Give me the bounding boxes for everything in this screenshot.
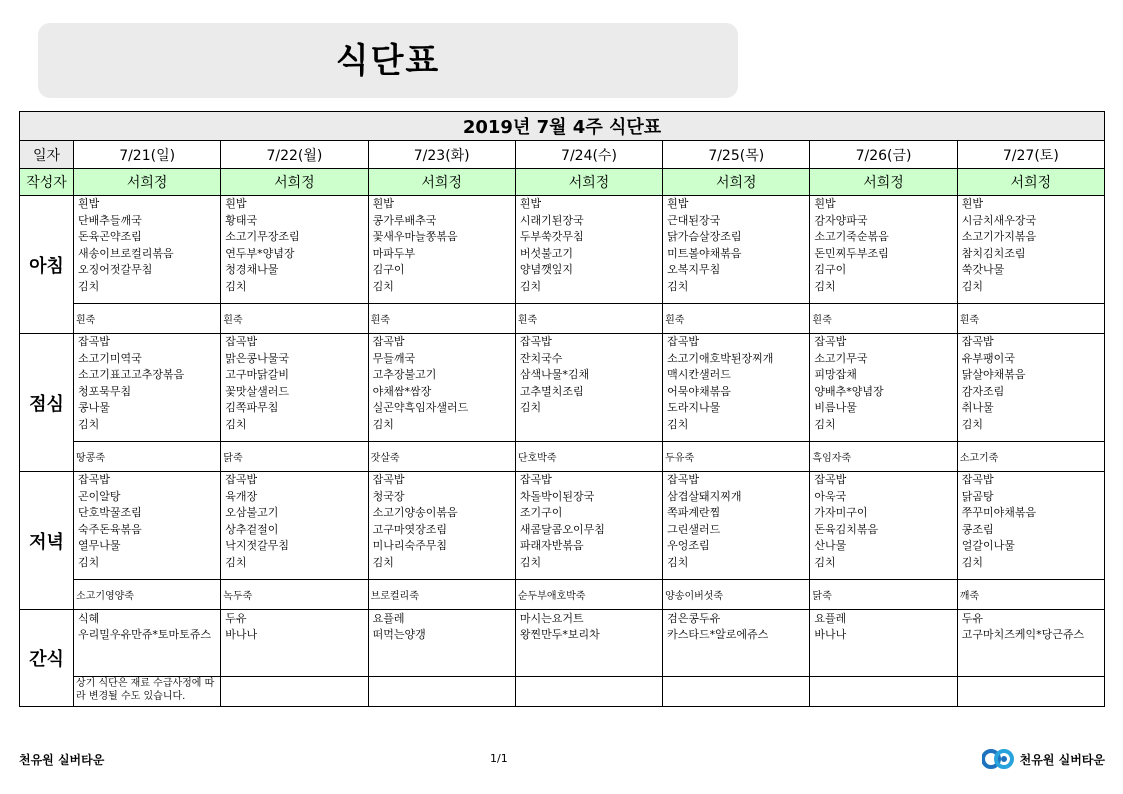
menu-item: 잡곡밥 <box>372 473 405 486</box>
menu-cell <box>957 196 1104 304</box>
day-date: 7/25(목) <box>663 141 810 169</box>
menu-item: 그린샐러드 <box>667 522 721 536</box>
menu-item: 곤이알탕 <box>78 489 121 503</box>
menu-item: 연두부*양념장 <box>225 246 295 260</box>
menu-item: 양배추*양념장 <box>814 384 884 398</box>
porridge-cell: 단호박죽 <box>515 442 662 472</box>
menu-item: 김치 <box>667 279 689 293</box>
menu-item: 김치 <box>519 279 542 293</box>
footer-org: 천유원 실버타운 <box>19 753 105 767</box>
footer-logo <box>982 745 1105 773</box>
snack-item: 떠먹는양갱 <box>372 628 426 641</box>
menu-item: 청경채나물 <box>225 263 279 276</box>
menu-item: 김치 <box>814 417 836 431</box>
snack-cell <box>368 610 515 677</box>
menu-item: 잡곡밥 <box>961 335 994 348</box>
menu-item: 근대된장국 <box>667 213 721 227</box>
porridge-cell: 흰죽 <box>663 304 810 334</box>
menu-item: 시금치새우장국 <box>961 213 1037 227</box>
meal-label: 저녁 <box>20 472 74 610</box>
snack-item: 바나나 <box>225 628 258 641</box>
week-title: 2019년 7월 4주 식단표 <box>20 112 1105 141</box>
snack-item: 요플레 <box>372 612 405 625</box>
snack-cell <box>810 610 957 677</box>
porridge-cell: 녹두죽 <box>221 580 368 610</box>
menu-item: 취나물 <box>961 401 994 414</box>
menu-item: 파래자반볶음 <box>519 539 584 552</box>
menu-item: 김치 <box>225 417 247 431</box>
menu-item: 흰밥 <box>667 197 689 210</box>
day-date: 7/26(금) <box>810 141 957 169</box>
porridge-cell: 흰죽 <box>957 304 1104 334</box>
menu-item: 무들깨국 <box>372 351 416 365</box>
porridge-cell: 흰죽 <box>74 304 221 334</box>
menu-item: 돈육곤약조림 <box>78 230 142 243</box>
menu-cell <box>221 334 368 442</box>
menu-item: 김치 <box>372 279 394 293</box>
menu-item: 버섯불고기 <box>519 246 573 260</box>
menu-item: 도라지나물 <box>667 401 721 414</box>
menu-cell <box>368 334 515 442</box>
menu-item: 김치 <box>519 555 542 569</box>
menu-item: 흰밥 <box>814 197 836 210</box>
menu-item: 잡곡밥 <box>667 335 700 348</box>
porridge-cell: 잣살죽 <box>368 442 515 472</box>
porridge-cell: 소고기영양죽 <box>74 580 221 610</box>
menu-item: 소고기무국 <box>814 351 868 365</box>
snack-cell <box>515 610 662 677</box>
menu-item: 김구이 <box>814 263 847 276</box>
menu-item: 잡곡밥 <box>225 473 258 486</box>
menu-item: 오징어젓갈무침 <box>78 263 153 276</box>
menu-item: 김치 <box>814 555 836 569</box>
menu-item: 김치 <box>667 555 689 569</box>
menu-cell <box>810 472 957 580</box>
menu-item: 피망잡채 <box>814 368 857 381</box>
logo-text: 천유원 실버타운 <box>1019 752 1105 767</box>
menu-item: 고추멸치조림 <box>519 384 584 398</box>
menu-item: 고추장불고기 <box>372 368 437 381</box>
menu-item: 참치김치조림 <box>961 246 1026 260</box>
snack-item: 검은콩두유 <box>667 612 721 625</box>
menu-item: 소고기죽순볶음 <box>814 230 889 243</box>
menu-item: 삼겹살돼지찌개 <box>667 489 742 503</box>
menu-item: 잡곡밥 <box>78 335 110 348</box>
menu-cell <box>368 196 515 304</box>
page-number: 1/1 <box>490 752 508 765</box>
menu-item: 고구마엿장조림 <box>372 522 447 536</box>
menu-cell <box>957 334 1104 442</box>
menu-item: 황태국 <box>225 213 258 227</box>
menu-item: 두부쑥갓무침 <box>519 230 584 243</box>
day-cook: 서희정 <box>515 169 662 196</box>
menu-item: 조기구이 <box>519 506 563 519</box>
menu-item: 잡곡밥 <box>519 473 552 486</box>
empty-cell <box>810 677 957 707</box>
menu-item: 아욱국 <box>814 489 847 503</box>
snack-item: 왕찐만두*보리차 <box>519 628 600 641</box>
cook-label: 작성자 <box>20 169 74 196</box>
menu-item: 흰밥 <box>519 197 542 210</box>
logo-icon <box>982 747 1016 771</box>
menu-item: 시래기된장국 <box>519 213 584 227</box>
menu-item: 흰밥 <box>225 197 247 210</box>
menu-item: 잡곡밥 <box>814 335 847 348</box>
menu-item: 가자미구이 <box>814 506 868 519</box>
menu-item: 새콤달콤오이무침 <box>519 522 605 536</box>
menu-item: 소고기표고고추장볶음 <box>78 368 185 381</box>
menu-item: 잡곡밥 <box>961 473 994 486</box>
menu-item: 산나물 <box>814 539 847 552</box>
menu-cell <box>515 334 662 442</box>
menu-item: 잡곡밥 <box>519 335 552 348</box>
menu-item: 흰밥 <box>372 197 394 210</box>
page-title: 식단표 <box>335 41 441 81</box>
menu-item: 양념깻잎지 <box>519 263 573 276</box>
snack-item: 식혜 <box>78 612 100 625</box>
menu-item: 잡곡밥 <box>225 335 258 348</box>
empty-cell <box>221 677 368 707</box>
menu-item: 김치 <box>372 417 394 431</box>
menu-cell <box>74 196 221 304</box>
snack-cell <box>221 610 368 677</box>
menu-item: 김치 <box>372 555 394 569</box>
menu-item: 열무나물 <box>78 539 121 552</box>
porridge-cell: 흰죽 <box>368 304 515 334</box>
menu-item: 흰밥 <box>78 197 100 210</box>
day-date: 7/21(일) <box>74 141 221 169</box>
menu-item: 콩조림 <box>961 522 994 536</box>
menu-item: 김치 <box>961 279 983 293</box>
menu-item: 미나리숙주무침 <box>372 539 447 552</box>
porridge-cell: 닭죽 <box>221 442 368 472</box>
menu-item: 야채쌈*쌈장 <box>372 384 432 398</box>
menu-item: 꽃맛살샐러드 <box>225 384 290 398</box>
menu-item: 김치 <box>78 279 100 293</box>
menu-item: 흰밥 <box>961 197 983 210</box>
day-cook: 서희정 <box>368 169 515 196</box>
porridge-cell: 두유죽 <box>663 442 810 472</box>
menu-item: 김치 <box>961 555 983 569</box>
empty-cell <box>663 677 810 707</box>
snack-item: 고구마치즈케익*당근쥬스 <box>961 628 1085 641</box>
menu-item: 숙주돈육볶음 <box>78 522 142 536</box>
menu-note: 상기 식단은 재료 수급사정에 따라 변경될 수도 있습니다. <box>74 677 221 707</box>
menu-item: 김치 <box>78 417 100 431</box>
menu-item: 유부팽이국 <box>961 351 1015 365</box>
menu-item: 미트볼야채볶음 <box>667 246 742 260</box>
day-date: 7/23(화) <box>368 141 515 169</box>
menu-item: 어묵야채볶음 <box>667 384 731 398</box>
day-cook: 서희정 <box>810 169 957 196</box>
snack-cell <box>957 610 1104 677</box>
menu-item: 삼색나물*김채 <box>519 368 590 381</box>
menu-item: 김쪽파무침 <box>225 401 279 414</box>
menu-table <box>19 111 1105 707</box>
porridge-cell: 흰죽 <box>515 304 662 334</box>
day-date: 7/22(월) <box>221 141 368 169</box>
menu-item: 꽃새우마늘쫑볶음 <box>372 230 458 243</box>
menu-cell <box>515 472 662 580</box>
menu-item: 소고기미역국 <box>78 351 142 365</box>
menu-item: 상추겉절이 <box>225 522 279 536</box>
menu-item: 청국장 <box>372 489 405 503</box>
menu-item: 쑥갓나물 <box>961 263 1005 276</box>
menu-item: 잡곡밥 <box>667 473 700 486</box>
menu-item: 잡곡밥 <box>372 335 405 348</box>
menu-item: 소고기무장조림 <box>225 230 300 243</box>
menu-item: 돈육김치볶음 <box>814 522 879 536</box>
snack-item: 두유 <box>225 612 247 625</box>
porridge-cell: 양송이버섯죽 <box>663 580 810 610</box>
snack-item: 우리밀우유만쥬*토마토쥬스 <box>78 628 212 641</box>
day-cook: 서희정 <box>74 169 221 196</box>
menu-item: 소고기양송이볶음 <box>372 506 458 519</box>
porridge-cell: 닭죽 <box>810 580 957 610</box>
menu-item: 콩가루배추국 <box>372 213 437 227</box>
snack-label: 간식 <box>20 610 74 707</box>
menu-item: 닭가슴살장조림 <box>667 230 742 243</box>
empty-cell <box>368 677 515 707</box>
menu-cell <box>957 472 1104 580</box>
day-cook: 서희정 <box>663 169 810 196</box>
menu-item: 잡곡밥 <box>78 473 110 486</box>
porridge-cell: 깨죽 <box>957 580 1104 610</box>
empty-cell <box>957 677 1104 707</box>
title-banner <box>38 23 738 98</box>
menu-cell <box>221 196 368 304</box>
date-label: 일자 <box>20 141 74 169</box>
menu-item: 김구이 <box>372 263 405 276</box>
snack-item: 두유 <box>961 612 983 625</box>
menu-item: 오복지무침 <box>667 263 721 276</box>
menu-item: 김치 <box>78 555 100 569</box>
menu-item: 돈민찌두부조림 <box>814 246 889 260</box>
menu-item: 잡곡밥 <box>814 473 847 486</box>
menu-item: 김치 <box>225 279 247 293</box>
meal-label: 아침 <box>20 196 74 334</box>
meal-label: 점심 <box>20 334 74 472</box>
menu-cell <box>663 196 810 304</box>
day-date: 7/24(수) <box>515 141 662 169</box>
menu-item: 얼갈이나물 <box>961 539 1015 552</box>
menu-cell <box>221 472 368 580</box>
menu-item: 차돌박이된장국 <box>519 489 595 503</box>
menu-item: 닭곰탕 <box>961 489 994 503</box>
empty-cell <box>515 677 662 707</box>
day-date: 7/27(토) <box>957 141 1104 169</box>
menu-item: 소고기애호박된장찌개 <box>667 351 774 365</box>
menu-item: 콩나물 <box>78 401 110 414</box>
menu-item: 맥시칸샐러드 <box>667 368 731 381</box>
porridge-cell: 흰죽 <box>810 304 957 334</box>
menu-cell <box>810 196 957 304</box>
menu-item: 김치 <box>225 555 247 569</box>
menu-item: 실곤약흑임자샐러드 <box>372 401 469 414</box>
menu-item: 육개장 <box>225 489 258 503</box>
menu-cell <box>663 334 810 442</box>
menu-cell <box>663 472 810 580</box>
menu-item: 청포묵무침 <box>78 384 132 398</box>
porridge-cell: 소고기죽 <box>957 442 1104 472</box>
porridge-cell: 순두부애호박죽 <box>515 580 662 610</box>
snack-item: 바나나 <box>814 628 847 641</box>
porridge-cell: 흑임자죽 <box>810 442 957 472</box>
menu-item: 고구마닭갈비 <box>225 368 290 381</box>
day-cook: 서희정 <box>957 169 1104 196</box>
menu-item: 비름나물 <box>814 401 857 414</box>
menu-item: 새송이브로컬리볶음 <box>78 246 174 260</box>
snack-item: 요플레 <box>814 612 847 625</box>
menu-cell <box>368 472 515 580</box>
menu-item: 닭살야채볶음 <box>961 368 1026 381</box>
menu-item: 잔치국수 <box>519 351 563 365</box>
menu-item: 낙지젓갈무침 <box>225 539 290 552</box>
menu-item: 감자조림 <box>961 384 1005 398</box>
menu-item: 쪽파계란찜 <box>667 506 721 519</box>
snack-item: 카스타드*알로에쥬스 <box>667 628 769 641</box>
day-cook: 서희정 <box>221 169 368 196</box>
snack-item: 마시는요거트 <box>519 612 584 625</box>
menu-item: 김치 <box>519 401 542 414</box>
menu-item: 마파두부 <box>372 246 416 260</box>
menu-item: 우엉조림 <box>667 539 710 552</box>
menu-item: 소고기가지볶음 <box>961 230 1037 243</box>
menu-cell <box>74 334 221 442</box>
porridge-cell: 땅콩죽 <box>74 442 221 472</box>
menu-item: 김치 <box>667 417 689 431</box>
menu-item: 단호박꿀조림 <box>78 506 142 519</box>
snack-cell <box>663 610 810 677</box>
menu-cell <box>810 334 957 442</box>
menu-item: 감자양파국 <box>814 213 868 227</box>
menu-item: 김치 <box>814 279 836 293</box>
menu-item: 맑은콩나물국 <box>225 351 290 365</box>
menu-item: 오삼불고기 <box>225 506 279 519</box>
menu-cell <box>515 196 662 304</box>
snack-cell <box>74 610 221 677</box>
menu-item: 김치 <box>961 417 983 431</box>
menu-item: 단배추들깨국 <box>78 213 142 227</box>
porridge-cell: 흰죽 <box>221 304 368 334</box>
porridge-cell: 브로컬리죽 <box>368 580 515 610</box>
menu-item: 쭈꾸미야채볶음 <box>961 506 1037 519</box>
menu-cell <box>74 472 221 580</box>
